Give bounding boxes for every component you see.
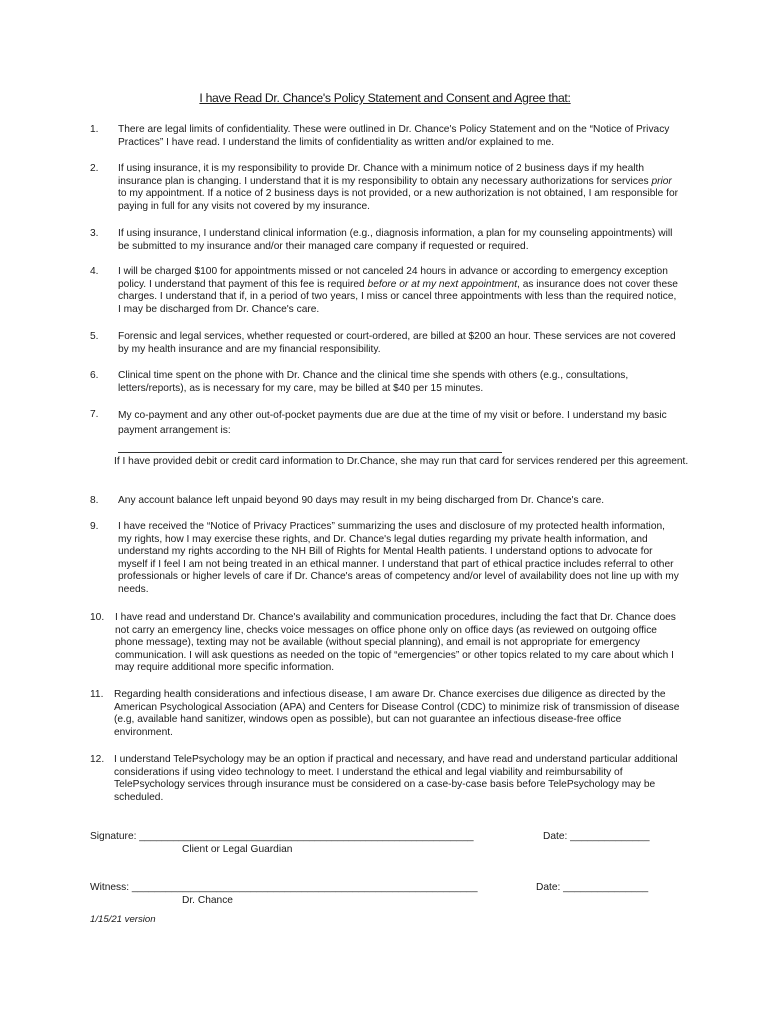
signature-field[interactable]: Signature: ___________________________________________________________	[90, 831, 474, 842]
card-authorization-note: If I have provided debit or credit card information to Dr.Chance, she may run that card for services rendered per this agreement.	[114, 456, 689, 467]
witness-date-field[interactable]: Date: _______________	[536, 882, 649, 893]
item-text: Any account balance left unpaid beyond 90 days may result in my being discharged from Dr. Chance's care.	[118, 495, 605, 506]
item-number: 10.	[90, 612, 105, 623]
item-number: 5.	[90, 331, 99, 342]
item-text: I will be charged $100 for appointments missed or not canceled 24 hours in advance or according to emergency exception policy. I understand that payment of this fee is required before or at my next appointment, as insurance does not cover these charges. I understand that if, in a period of two years, I miss or cancel three appointments with less than the required notice, I may be discharged from Dr. Chance's care.	[118, 266, 678, 315]
item-number: 9.	[90, 521, 99, 532]
item-number: 2.	[90, 163, 99, 174]
witness-caption: Dr. Chance	[182, 895, 233, 906]
item-number: 6.	[90, 370, 99, 381]
item-text: I have received the “Notice of Privacy Practices” summarizing the uses and disclosure of my protected health information, my rights, how I may exercise these rights, and Dr. Chance's legal duties regarding my private health information, and understand my rights according to the NH Bill of Rights for Mental Health patients. I understand options to advocate for myself if I feel I am not being treated in an ethical manner. I understand that part of ethical practice includes referral to other professionals or higher levels of care if Dr. Chance's areas of competency and/or level of availability does not line up with my needs.	[118, 521, 679, 595]
witness-field[interactable]: Witness: _____________________________________________________________	[90, 882, 478, 893]
item-number: 7.	[90, 409, 99, 420]
item-number: 8.	[90, 495, 99, 506]
item-number: 4.	[90, 266, 99, 277]
payment-arrangement-blank[interactable]	[118, 452, 502, 453]
item-number: 11.	[90, 689, 104, 700]
item-text: Regarding health considerations and infectious disease, I am aware Dr. Chance exercises due diligence as directed by the American Psychological Association (APA) and Centers for Disease Control (CDC) to minimize risk of transmission of disease (e.g, available hand sanitizer, windows open as possible), but can not guarantee an infectious disease-free office environment.	[114, 689, 680, 738]
item-text: I understand TelePsychology may be an option if practical and necessary, and have read and understand particular additional considerations if using video technology to meet. I understand the ethical and legal viability and reimbursability of TelePsychology services through insurance must be considered on a case-by-case basis before TelePsychology may be scheduled.	[114, 754, 678, 803]
item-text: There are legal limits of confidentiality. These were outlined in Dr. Chance's Policy Statement and on the “Notice of Privacy Practices” I have read. I understand the limits of confidentiality as written and/or explained to me.	[118, 124, 670, 148]
signature-caption: Client or Legal Guardian	[182, 844, 293, 855]
item-number: 1.	[90, 124, 99, 135]
item-text: If using insurance, I understand clinical information (e.g., diagnosis information, a plan for my counseling appointments) will be submitted to my insurance and/or their managed care company if requested or required.	[118, 228, 673, 252]
item-text: My co-payment and any other out-of-pocket payments due are due at the time of my visit or before. I understand my basic payment arrangement is:	[118, 410, 667, 436]
item-number: 12.	[90, 754, 105, 765]
version-note: 1/15/21 version	[90, 914, 156, 925]
signature-date-field[interactable]: Date: ______________	[543, 831, 650, 842]
item-text: If using insurance, it is my responsibility to provide Dr. Chance with a minimum notice of 2 business days if my health insurance plan is changing. I understand that it is my responsibility to obtain any necessary authorizations for services prior to my appointment. If a notice of 2 business days is not provided, or a new authorization is not obtained, I am responsible for paying in full for any visits not covered by my insurance.	[118, 163, 679, 212]
page-title: I have Read Dr. Chance's Policy Statement and Consent and Agree that:	[199, 91, 571, 105]
item-text: Clinical time spent on the phone with Dr. Chance and the clinical time she spends with others (e.g., consultations, letters/reports), as is necessary for my care, may be billed at $40 per 15 minutes.	[118, 370, 629, 394]
item-text: I have read and understand Dr. Chance's availability and communication procedures, including the fact that Dr. Chance does not carry an emergency line, checks voice messages on office phone only on office days (as reviewed on outgoing office phone message), texting may not be available (without special planning), and email is not appropriate for emergency communication. I will ask questions as needed on the topic of “emergencies” or other topics related to my care about which I may require additional more specific information.	[115, 612, 676, 674]
item-number: 3.	[90, 228, 99, 239]
item-text: Forensic and legal services, whether requested or court-ordered, are billed at $200 an hour. These services are not covered by my health insurance and are my financial responsibility.	[118, 331, 676, 355]
